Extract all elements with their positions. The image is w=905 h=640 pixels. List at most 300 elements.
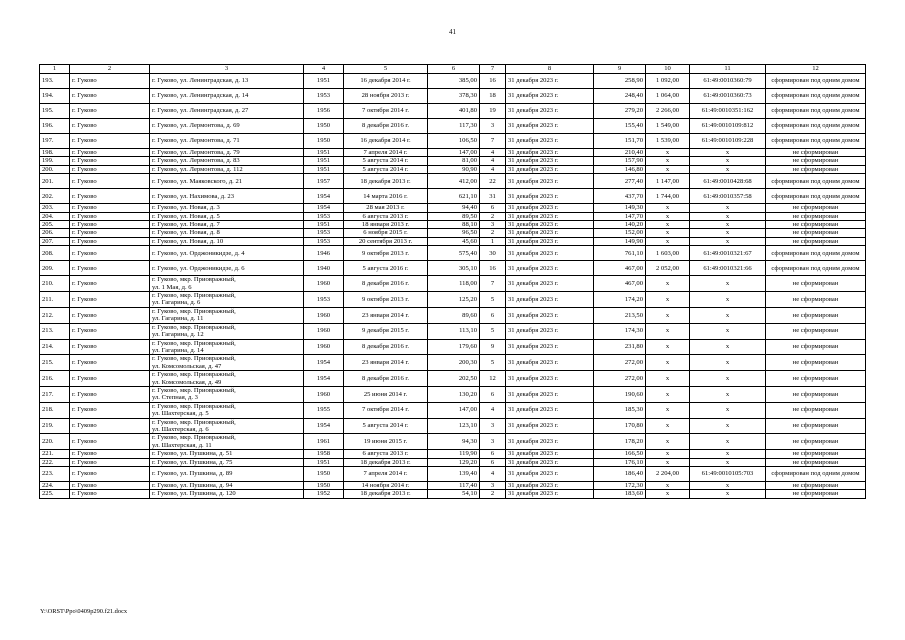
status-cell: не сформирован	[766, 276, 866, 292]
residents-cell: 12	[480, 371, 506, 387]
row-number: 198.	[40, 149, 70, 157]
table-row	[40, 74, 866, 89]
address-cell	[150, 237, 304, 245]
city-cell: г. Гуково	[70, 307, 150, 323]
date-cell: 28 ноября 2013 г.	[344, 89, 428, 104]
area-cell: 125,20	[428, 292, 480, 308]
sum-cell: х	[646, 490, 690, 498]
residents-cell: 7	[480, 134, 506, 149]
city-cell: г. Гуково	[70, 74, 150, 89]
area-cell: 123,10	[428, 418, 480, 434]
year-cell: 1950	[304, 467, 344, 482]
cost-cell: 213,50	[594, 307, 646, 323]
cadastral-number-cell: 61:49:0010109:228	[690, 134, 766, 149]
address-cell	[150, 204, 304, 212]
address-line: г. Гуково, мкр. Приовражный,	[152, 292, 236, 300]
table-row	[40, 482, 866, 490]
sum-cell: 2 052,00	[646, 261, 690, 276]
row-number: 221.	[40, 450, 70, 458]
area-cell: 147,00	[428, 149, 480, 157]
date-cell: 5 августа 2014 г.	[344, 157, 428, 165]
column-header: 1	[40, 65, 70, 74]
column-header: 6	[428, 65, 480, 74]
sum-cell: х	[646, 323, 690, 339]
cadastral-number-cell: х	[690, 458, 766, 466]
deadline-cell: 31 декабря 2023 г.	[506, 386, 594, 402]
status-cell: сформирован под одним домом	[766, 89, 866, 104]
row-number: 222.	[40, 458, 70, 466]
area-cell: 621,10	[428, 189, 480, 204]
cost-cell: 272,00	[594, 355, 646, 371]
cadastral-number-cell: х	[690, 482, 766, 490]
city-cell: г. Гуково	[70, 482, 150, 490]
cost-cell: 277,40	[594, 174, 646, 189]
cadastral-number-cell: х	[690, 386, 766, 402]
address-line: г. Гуково, ул. Новая, д. 3	[152, 204, 220, 212]
city-cell: г. Гуково	[70, 229, 150, 237]
row-number: 197.	[40, 134, 70, 149]
status-cell: не сформирован	[766, 418, 866, 434]
date-cell: 5 августа 2014 г.	[344, 165, 428, 173]
column-header: 5	[344, 65, 428, 74]
row-number: 205.	[40, 221, 70, 229]
address-cell	[150, 261, 304, 276]
city-cell: г. Гуково	[70, 261, 150, 276]
year-cell: 1954	[304, 204, 344, 212]
cadastral-number-cell: х	[690, 371, 766, 387]
date-cell: 8 декабря 2016 г.	[344, 339, 428, 355]
year-cell: 1953	[304, 229, 344, 237]
year-cell: 1952	[304, 490, 344, 498]
deadline-cell: 31 декабря 2023 г.	[506, 276, 594, 292]
row-number: 214.	[40, 339, 70, 355]
sum-cell: х	[646, 204, 690, 212]
date-cell: 7 октября 2014 г.	[344, 104, 428, 119]
date-cell: 19 июня 2015 г.	[344, 434, 428, 450]
address-line: г. Гуково, ул. Ленинградская, д. 14	[152, 92, 249, 100]
address-cell	[150, 482, 304, 490]
residents-cell: 4	[480, 157, 506, 165]
table-row	[40, 402, 866, 418]
column-header: 9	[594, 65, 646, 74]
deadline-cell: 31 декабря 2023 г.	[506, 355, 594, 371]
table-row	[40, 189, 866, 204]
status-cell: не сформирован	[766, 458, 866, 466]
sum-cell: х	[646, 212, 690, 220]
address-line: г. Гуково, мкр. Приовражный,	[152, 355, 236, 363]
city-cell: г. Гуково	[70, 355, 150, 371]
date-cell: 23 января 2014 г.	[344, 307, 428, 323]
date-cell: 5 августа 2014 г.	[344, 418, 428, 434]
residents-cell: 6	[480, 204, 506, 212]
address-line: г. Гуково, ул. Новая, д. 8	[152, 229, 220, 237]
address-line: ул. Комсомольская, д. 49	[152, 378, 222, 386]
status-cell: не сформирован	[766, 221, 866, 229]
status-cell: не сформирован	[766, 229, 866, 237]
area-cell: 305,10	[428, 261, 480, 276]
city-cell: г. Гуково	[70, 402, 150, 418]
deadline-cell: 31 декабря 2023 г.	[506, 292, 594, 308]
status-cell: не сформирован	[766, 237, 866, 245]
row-number: 223.	[40, 467, 70, 482]
date-cell: 20 сентября 2013 г.	[344, 237, 428, 245]
cadastral-number-cell: х	[690, 149, 766, 157]
cost-cell: 174,20	[594, 292, 646, 308]
deadline-cell: 31 декабря 2023 г.	[506, 212, 594, 220]
cost-cell: 166,50	[594, 450, 646, 458]
address-line: г. Гуково, мкр. Приовражный,	[152, 339, 236, 347]
address-line: ул. Шахтерская, д. 5	[152, 410, 209, 418]
date-cell: 16 декабря 2014 г.	[344, 134, 428, 149]
address-cell	[150, 246, 304, 261]
table-row	[40, 261, 866, 276]
table-row	[40, 323, 866, 339]
cost-cell: 174,30	[594, 323, 646, 339]
table-row	[40, 292, 866, 308]
area-cell: 106,50	[428, 134, 480, 149]
area-cell: 139,40	[428, 467, 480, 482]
city-cell: г. Гуково	[70, 339, 150, 355]
year-cell: 1940	[304, 261, 344, 276]
area-cell: 147,00	[428, 402, 480, 418]
cadastral-number-cell: х	[690, 292, 766, 308]
cost-cell: 176,10	[594, 458, 646, 466]
residents-cell: 2	[480, 212, 506, 220]
table-row	[40, 149, 866, 157]
year-cell: 1953	[304, 237, 344, 245]
cadastral-number-cell: х	[690, 307, 766, 323]
housing-register-table	[39, 64, 866, 499]
area-cell: 119,90	[428, 450, 480, 458]
status-cell: не сформирован	[766, 450, 866, 458]
residents-cell: 9	[480, 339, 506, 355]
status-cell: не сформирован	[766, 402, 866, 418]
area-cell: 88,10	[428, 221, 480, 229]
residents-cell: 22	[480, 174, 506, 189]
year-cell: 1954	[304, 355, 344, 371]
sum-cell: х	[646, 221, 690, 229]
cost-cell: 157,90	[594, 157, 646, 165]
residents-cell: 31	[480, 189, 506, 204]
row-number: 220.	[40, 434, 70, 450]
page-number: 41	[449, 28, 456, 36]
status-cell: не сформирован	[766, 371, 866, 387]
sum-cell: 2 266,00	[646, 104, 690, 119]
row-number: 202.	[40, 189, 70, 204]
address-line: г. Гуково, ул. Новая, д. 5	[152, 212, 220, 220]
cadastral-number-cell: 61:49:0010351:162	[690, 104, 766, 119]
date-cell: 8 декабря 2016 г.	[344, 119, 428, 134]
table-row	[40, 386, 866, 402]
deadline-cell: 31 декабря 2023 г.	[506, 119, 594, 134]
status-cell: не сформирован	[766, 212, 866, 220]
sum-cell: х	[646, 482, 690, 490]
area-cell: 401,80	[428, 104, 480, 119]
residents-cell: 2	[480, 229, 506, 237]
year-cell: 1960	[304, 386, 344, 402]
address-line: г. Гуково, мкр. Приовражный,	[152, 386, 236, 394]
status-cell: не сформирован	[766, 339, 866, 355]
address-cell	[150, 212, 304, 220]
deadline-cell: 31 декабря 2023 г.	[506, 467, 594, 482]
table-row	[40, 212, 866, 220]
deadline-cell: 31 декабря 2023 г.	[506, 149, 594, 157]
cadastral-number-cell: х	[690, 204, 766, 212]
area-cell: 117,40	[428, 482, 480, 490]
cadastral-number-cell: х	[690, 490, 766, 498]
date-cell: 7 апреля 2014 г.	[344, 149, 428, 157]
deadline-cell: 31 декабря 2023 г.	[506, 237, 594, 245]
cost-cell: 210,40	[594, 149, 646, 157]
address-line: г. Гуково, ул. Лермонтова, д. 69	[152, 122, 240, 130]
city-cell: г. Гуково	[70, 458, 150, 466]
area-cell: 81,00	[428, 157, 480, 165]
cost-cell: 185,30	[594, 402, 646, 418]
sum-cell: х	[646, 450, 690, 458]
status-cell: не сформирован	[766, 165, 866, 173]
cadastral-number-cell: 61:49:0010321:67	[690, 246, 766, 261]
status-cell: не сформирован	[766, 386, 866, 402]
address-cell	[150, 174, 304, 189]
area-cell: 96,50	[428, 229, 480, 237]
city-cell: г. Гуково	[70, 276, 150, 292]
row-number: 225.	[40, 490, 70, 498]
deadline-cell: 31 декабря 2023 г.	[506, 323, 594, 339]
date-cell: 7 октября 2014 г.	[344, 402, 428, 418]
cadastral-number-cell: 61:49:0010360:79	[690, 74, 766, 89]
address-line: г. Гуково, ул. Пушкина, д. 51	[152, 450, 233, 458]
table-body	[40, 74, 866, 499]
column-header: 12	[766, 65, 866, 74]
area-cell: 412,00	[428, 174, 480, 189]
year-cell: 1953	[304, 292, 344, 308]
cadastral-number-cell: х	[690, 402, 766, 418]
cadastral-number-cell: х	[690, 212, 766, 220]
area-cell: 129,20	[428, 458, 480, 466]
sum-cell: х	[646, 458, 690, 466]
year-cell: 1951	[304, 221, 344, 229]
status-cell: сформирован под одним домом	[766, 174, 866, 189]
table-row	[40, 165, 866, 173]
address-cell	[150, 467, 304, 482]
address-line: г. Гуково, ул. Новая, д. 7	[152, 221, 220, 229]
row-number: 219.	[40, 418, 70, 434]
address-cell	[150, 104, 304, 119]
cadastral-number-cell: х	[690, 339, 766, 355]
sum-cell: х	[646, 307, 690, 323]
deadline-cell: 31 декабря 2023 г.	[506, 165, 594, 173]
column-number-row	[40, 65, 866, 74]
address-cell	[150, 292, 304, 308]
cadastral-number-cell: 61:49:0010321:66	[690, 261, 766, 276]
cost-cell: 151,70	[594, 134, 646, 149]
row-number: 209.	[40, 261, 70, 276]
address-line: ул. Комсомольская, д. 47	[152, 362, 222, 370]
row-number: 206.	[40, 229, 70, 237]
city-cell: г. Гуково	[70, 157, 150, 165]
address-line: ул. Гагарина, д. 12	[152, 331, 204, 339]
column-header: 7	[480, 65, 506, 74]
city-cell: г. Гуково	[70, 189, 150, 204]
date-cell: 8 декабря 2016 г.	[344, 276, 428, 292]
residents-cell: 3	[480, 434, 506, 450]
deadline-cell: 31 декабря 2023 г.	[506, 450, 594, 458]
cadastral-number-cell: х	[690, 418, 766, 434]
table-row	[40, 339, 866, 355]
status-cell: сформирован под одним домом	[766, 189, 866, 204]
city-cell: г. Гуково	[70, 386, 150, 402]
column-header: 2	[70, 65, 150, 74]
city-cell: г. Гуково	[70, 467, 150, 482]
deadline-cell: 31 декабря 2023 г.	[506, 307, 594, 323]
row-number: 208.	[40, 246, 70, 261]
sum-cell: 2 204,00	[646, 467, 690, 482]
residents-cell: 3	[480, 119, 506, 134]
table-row	[40, 418, 866, 434]
year-cell: 1954	[304, 418, 344, 434]
residents-cell: 6	[480, 307, 506, 323]
cost-cell: 231,80	[594, 339, 646, 355]
cost-cell: 149,90	[594, 237, 646, 245]
deadline-cell: 31 декабря 2023 г.	[506, 104, 594, 119]
year-cell: 1956	[304, 104, 344, 119]
year-cell: 1955	[304, 402, 344, 418]
residents-cell: 3	[480, 221, 506, 229]
address-line: ул. Гагарина, д. 14	[152, 346, 204, 354]
year-cell: 1951	[304, 165, 344, 173]
city-cell: г. Гуково	[70, 204, 150, 212]
date-cell: 6 августа 2013 г.	[344, 450, 428, 458]
city-cell: г. Гуково	[70, 237, 150, 245]
city-cell: г. Гуково	[70, 149, 150, 157]
cost-cell: 186,40	[594, 467, 646, 482]
status-cell: сформирован под одним домом	[766, 104, 866, 119]
cadastral-number-cell: х	[690, 276, 766, 292]
city-cell: г. Гуково	[70, 104, 150, 119]
row-number: 195.	[40, 104, 70, 119]
residents-cell: 4	[480, 402, 506, 418]
table-row	[40, 119, 866, 134]
cost-cell: 140,20	[594, 221, 646, 229]
row-number: 212.	[40, 307, 70, 323]
date-cell: 9 октября 2013 г.	[344, 246, 428, 261]
residents-cell: 7	[480, 276, 506, 292]
table-row	[40, 237, 866, 245]
row-number: 215.	[40, 355, 70, 371]
row-number: 200.	[40, 165, 70, 173]
residents-cell: 30	[480, 246, 506, 261]
area-cell: 45,60	[428, 237, 480, 245]
row-number: 204.	[40, 212, 70, 220]
cost-cell: 178,20	[594, 434, 646, 450]
table-row	[40, 204, 866, 212]
table-row	[40, 229, 866, 237]
address-cell	[150, 386, 304, 402]
cadastral-number-cell: х	[690, 237, 766, 245]
sum-cell: х	[646, 434, 690, 450]
cost-cell: 152,00	[594, 229, 646, 237]
row-number: 213.	[40, 323, 70, 339]
residents-cell: 5	[480, 355, 506, 371]
cadastral-number-cell: х	[690, 157, 766, 165]
cost-cell: 467,00	[594, 276, 646, 292]
year-cell: 1950	[304, 119, 344, 134]
table-row	[40, 307, 866, 323]
address-cell	[150, 458, 304, 466]
table-row	[40, 458, 866, 466]
city-cell: г. Гуково	[70, 89, 150, 104]
sum-cell: х	[646, 355, 690, 371]
status-cell: не сформирован	[766, 490, 866, 498]
area-cell: 378,30	[428, 89, 480, 104]
address-cell	[150, 418, 304, 434]
address-line: г. Гуково, ул. Пушкина, д. 75	[152, 458, 233, 466]
address-cell	[150, 119, 304, 134]
address-line: г. Гуково, ул. Пушкина, д. 120	[152, 490, 236, 498]
area-cell: 200,30	[428, 355, 480, 371]
address-cell	[150, 89, 304, 104]
area-cell: 385,00	[428, 74, 480, 89]
sum-cell: 1 147,00	[646, 174, 690, 189]
area-cell: 90,90	[428, 165, 480, 173]
area-cell: 94,40	[428, 204, 480, 212]
address-cell	[150, 371, 304, 387]
deadline-cell: 31 декабря 2023 г.	[506, 339, 594, 355]
sum-cell: х	[646, 386, 690, 402]
address-cell	[150, 229, 304, 237]
cost-cell: 172,30	[594, 482, 646, 490]
date-cell: 9 декабря 2015 г.	[344, 323, 428, 339]
address-cell	[150, 157, 304, 165]
address-line: г. Гуково, мкр. Приовражный,	[152, 402, 236, 410]
deadline-cell: 31 декабря 2023 г.	[506, 221, 594, 229]
deadline-cell: 31 декабря 2023 г.	[506, 482, 594, 490]
date-cell: 18 января 2013 г.	[344, 221, 428, 229]
deadline-cell: 31 декабря 2023 г.	[506, 371, 594, 387]
address-line: г. Гуково, мкр. Приовражный,	[152, 434, 236, 442]
year-cell: 1951	[304, 74, 344, 89]
cost-cell: 170,80	[594, 418, 646, 434]
city-cell: г. Гуково	[70, 165, 150, 173]
sum-cell: х	[646, 157, 690, 165]
sum-cell: х	[646, 371, 690, 387]
year-cell: 1953	[304, 89, 344, 104]
status-cell: сформирован под одним домом	[766, 467, 866, 482]
city-cell: г. Гуково	[70, 450, 150, 458]
year-cell: 1954	[304, 189, 344, 204]
residents-cell: 3	[480, 418, 506, 434]
sum-cell: 1 539,00	[646, 134, 690, 149]
address-line: г. Гуково, ул. Ленинградская, д. 27	[152, 107, 249, 115]
year-cell: 1950	[304, 482, 344, 490]
address-line: ул. Шахтерская, д. 6	[152, 425, 209, 433]
row-number: 194.	[40, 89, 70, 104]
address-cell	[150, 189, 304, 204]
address-line: г. Гуково, мкр. Приовражный,	[152, 418, 236, 426]
column-header: 10	[646, 65, 690, 74]
area-cell: 179,60	[428, 339, 480, 355]
cadastral-number-cell: х	[690, 229, 766, 237]
cost-cell: 272,00	[594, 371, 646, 387]
city-cell: г. Гуково	[70, 418, 150, 434]
status-cell: не сформирован	[766, 355, 866, 371]
date-cell: 18 декабря 2013 г.	[344, 174, 428, 189]
table-row	[40, 276, 866, 292]
cost-cell: 183,60	[594, 490, 646, 498]
address-line: ул. Гагарина, д. 11	[152, 315, 204, 323]
sum-cell: 1 603,00	[646, 246, 690, 261]
date-cell: 5 августа 2016 г.	[344, 261, 428, 276]
